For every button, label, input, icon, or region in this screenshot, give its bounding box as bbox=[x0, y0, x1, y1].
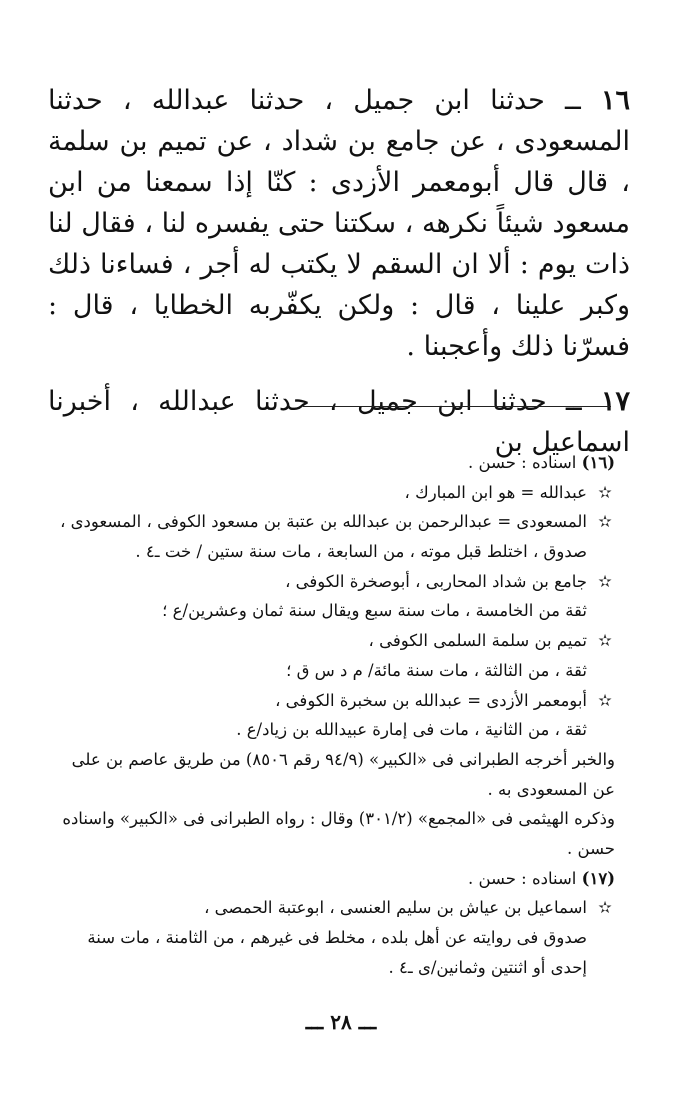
narrator-detail: ثقة من الخامسة ، مات سنة سبع ويقال سنة ثمان وعشرين/ع ؛ bbox=[162, 601, 587, 621]
narrator-line: ✫ اسماعيل بن عياش بن سليم العنسى ، ابوعتبة الحمصى ، bbox=[60, 893, 615, 923]
page-number: ـــ ٢٨ ـــ bbox=[305, 1010, 377, 1034]
note-heading-text: اسناده : حسن . bbox=[467, 453, 577, 472]
footnote-separator bbox=[303, 406, 611, 407]
takhrij-line: عن المسعودى به . bbox=[487, 779, 615, 799]
narrator-detail: إحدى أو اثنتين وثمانين/ى ـ٤ . bbox=[388, 957, 587, 977]
star-icon: ✫ bbox=[598, 571, 612, 591]
star-icon: ✫ bbox=[598, 631, 612, 651]
hadith-text: ــ حدثنا ابن جميل ، حدثنا عبدالله ، أخبرنا اسماعيل بن bbox=[48, 386, 630, 458]
star-icon: ✫ bbox=[598, 898, 612, 918]
star-icon: ✫ bbox=[598, 512, 612, 532]
note-number: (١٧) bbox=[581, 868, 615, 888]
takhrij-line: حسن . bbox=[567, 838, 615, 858]
narrator-detail: صدوق ، اختلط قبل موته ، من السابعة ، مات سنة ستين / خت ـ٤ . bbox=[135, 542, 587, 562]
narrator-line: ✫ تميم بن سلمة السلمى الكوفى ، bbox=[60, 626, 615, 656]
footnotes bbox=[60, 448, 615, 982]
note-number: (١٦) bbox=[581, 453, 615, 472]
narrator-detail: ثقة ، من الثالثة ، مات سنة مائة/ م د س ق ؛ bbox=[286, 660, 587, 680]
hadith-number: ١٧ bbox=[600, 386, 630, 417]
takhrij-line: وذكره الهيثمى فى «المجمع» (٣٠١/٢) وقال : رواه الطبرانى فى «الكبير» واسناده bbox=[62, 809, 615, 829]
narrator-line: ✫ المسعودى = عبدالرحمن بن عبدالله بن عتبة بن مسعود الكوفى ، المسعودى ، bbox=[60, 507, 615, 537]
note-heading-17 bbox=[60, 864, 615, 894]
hadith-text: ــ حدثنا ابن جميل ، حدثنا عبدالله ، حدثنا المسعودى ، عن جامع بن شداد ، عن تميم بن سلمة ، قال قال أبومعمر الأزدى : كنّا إذا سمعنا من ابن مسعود شيئاً نكرهه ، سكتنا حتى يفسره لنا ، فقال لنا ذات يوم : ألا ان السقم لا يكتب له أجر ، فساءنا ذلك وكبر علينا ، قال : ولكن يكفّربه الخطايا ، قال : فسرّنا ذلك وأعجبنا . bbox=[48, 85, 630, 362]
hadith-number: ١٦ bbox=[600, 85, 630, 116]
note-heading-text: اسناده : حسن . bbox=[467, 868, 577, 888]
narrator-detail: صدوق فى روايته عن أهل بلده ، مخلط فى غيرهم ، من الثامنة ، مات سنة bbox=[87, 928, 587, 947]
note-heading-16 bbox=[60, 448, 615, 478]
star-icon: ✫ bbox=[598, 482, 612, 502]
narrator-line: ✫ جامع بن شداد المحاربى ، أبوصخرة الكوفى ، bbox=[60, 567, 615, 597]
narrator-line: ✫ عبدالله = هو ابن المبارك ، bbox=[60, 478, 615, 508]
takhrij-line: والخبر أخرجه الطبرانى فى «الكبير» (٩٤/٩ رقم ٨٥٠٦) من طريق عاصم بن على bbox=[71, 749, 615, 769]
narrator-detail: ثقة ، من الثانية ، مات فى إمارة عبيدالله بن زياد/ع . bbox=[236, 720, 587, 740]
narrator-line: ✫ أبومعمر الأزدى = عبدالله بن سخبرة الكوفى ، bbox=[60, 686, 615, 716]
star-icon: ✫ bbox=[598, 690, 612, 710]
hadith-16 bbox=[48, 80, 630, 367]
